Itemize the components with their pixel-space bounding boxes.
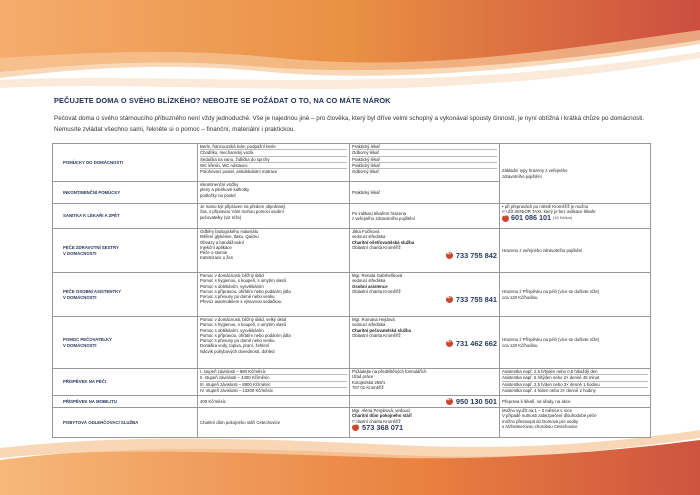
table-row-mobilita [53, 396, 651, 408]
list-item: WC křeslo, WC nástavec [200, 163, 347, 169]
phone-pecovatelky [352, 340, 497, 347]
list-item: Charitní dům pokojného stáří Cetechovice [200, 419, 281, 425]
table-row-pomucky [53, 144, 651, 182]
list-item: Úřad práce [352, 374, 374, 380]
category-line: V DOMÁCNOSTI [63, 342, 97, 348]
note-line: • při přepravách po městě Kroměříž je možno [502, 204, 589, 209]
phone-icon [352, 424, 359, 431]
intro-paragraph: Pečovat doma o svého stárnoucího příbuzného není vždy jednoduché. Vše je najednou jiné – pro člověka, který byl dříve velmi schopný a vykonával spousty činností, je nyní obtížná i krátká chůze po domácnosti. Nemusíte zvládat všechno sami, řekněte si o pomoc – finanční, materiální i praktickou. [54, 115, 645, 133]
list-item: Berle, francouzská hole, podpažní berle [200, 144, 347, 150]
list-item: Oblastní charita Kroměříž [352, 288, 401, 294]
contacts-pomucky [350, 144, 500, 182]
list-item: Odborný lékař [352, 150, 497, 156]
category-pomucky: POMŮCKY DO DOMÁCNOSTI [53, 144, 198, 182]
shared-note-cell [500, 144, 651, 204]
phone-asistence [352, 296, 497, 303]
contacts-pece [350, 229, 500, 273]
list-item: Pomoc s oblékáním, vysvlékáním [200, 283, 264, 289]
list-item: Je nutno být připraven na předem objednaný [200, 204, 286, 209]
list-item: Péče o stomie [200, 250, 228, 256]
note-line: Přeprava k lékaři, na úřady, na akce [502, 398, 571, 404]
notes-pecovatelky [500, 317, 651, 369]
list-item: Polohovací postel, antidekubitní matrace [200, 169, 278, 175]
category-odlehcovaci: POBYTOVÁ ODLEHČOVACÍ SLUŽBA [53, 408, 198, 438]
items-inkontinence [198, 182, 350, 204]
category-asistence [53, 273, 198, 317]
list-item: Měření glykémie, tlaku, Quicku [200, 234, 259, 240]
table-row-pecovatelky [53, 317, 651, 369]
items-sanitka [198, 204, 350, 229]
price-unit: (15 Kč/km) [552, 215, 573, 221]
note-line: V případě nutnosti zabezpečení dlouhodobé péče [502, 413, 597, 419]
list-item: Pomoc s přípravou, ohřátím nebo podáním jídla [200, 332, 291, 338]
items-pece [198, 229, 350, 273]
list-item: z veřejného zdravotního pojištění [352, 216, 416, 221]
list-item: Pomoc s přípravou, ohřátím nebo podáním jídla [200, 288, 291, 294]
note-line: s Alzheimerovou chorobou Cetechovice [502, 423, 578, 429]
list-item: Pomoc s hygienou, s koupelí, s umytím vlasů [200, 322, 286, 328]
items-prispevek-pece [198, 369, 350, 396]
services-table [52, 143, 651, 438]
items-pecovatelky [198, 317, 350, 369]
list-item: Donáška vody, topiva, praní, žehlení [200, 343, 270, 349]
list-item: Pomoc s přesuny po domě nebo venku [200, 338, 275, 344]
phone-icon [446, 398, 453, 405]
list-item: II. stupeň závislosti – 4400 Kč/měsíc [200, 375, 347, 381]
phone-number: 573 368 071 [362, 422, 404, 432]
contacts-inkontinence [350, 182, 500, 204]
items-asistence [198, 273, 350, 317]
list-item: inkontinenční vložky [200, 182, 239, 187]
category-line: V DOMÁCNOSTI [63, 250, 97, 256]
list-item: I. stupeň závislosti – 880 Kč/měsíc [200, 369, 347, 375]
category-prispevek-pece: PŘÍSPĚVEK NA PÉČI [53, 369, 198, 396]
page-heading: PEČUJETE DOMA O SVÉHO BLÍZKÉHO? NEBOJTE SE POŽÁDAT O TO, NA CO MÁTE NÁROK [54, 96, 391, 105]
list-item: vedoucí střediska [352, 278, 386, 284]
phone-mobilita [352, 398, 497, 405]
phone-odlehcovaci [352, 424, 497, 431]
items-pomucky [198, 144, 350, 182]
list-item: Sedačka na vanu, židlička do sprchy [200, 157, 347, 163]
note-line: Asistentka např. 5 h/týden nebo 2× denně 45 minut [502, 375, 648, 381]
notes-sanitka [500, 204, 651, 229]
list-item: Chodítko, mechanický vozík [200, 150, 347, 156]
notes-pece [500, 229, 651, 273]
note-line: Asistentka např. 4 h/den nebo 3× denně 2 hodiny [502, 387, 596, 393]
list-item: Pomoc v domácnosti, běžný úklid, velký úklid [200, 317, 286, 322]
contacts-sanitka [350, 204, 500, 229]
category-line: V DOMÁCNOSTI [63, 294, 97, 300]
note-line: cca 120 Kč/hodinu [502, 294, 538, 300]
list-item: vedoucí střediska [352, 234, 386, 240]
list-item: pleny a plenkové kalhotky [200, 187, 250, 193]
category-line: PÉČE OSOBNÍ ASISTENTKY [63, 289, 122, 295]
list-item: Mgr. Romana Hejdová [352, 317, 395, 322]
list-item: Pomoc s oblékáním, vysvlékáním [200, 327, 264, 333]
list-item: vedoucí střediska [352, 322, 386, 328]
note-line: možno přestoupit do Domova pro osoby [502, 418, 579, 424]
list-item: Injekční aplikace [200, 244, 232, 250]
list-item: Nácvik pohybových dovedností, dohled [200, 348, 275, 354]
note-line: využít SENIOR TAXI, který je bez indikace lékaře [502, 209, 596, 215]
list-item: podložky na postel [200, 192, 236, 198]
note-line: Základní typy hrazeny z veřejného [502, 168, 568, 174]
list-item: Pomoc v domácnosti, běžný úklid [200, 273, 264, 278]
note-line: Asistentka např. 2,5 h/den nebo 3× denně 1 hodinu [502, 382, 648, 388]
note-line: Hrazeno z veřejného zdravotního pojištění [502, 247, 583, 253]
note-line: Hrazeno z Příspěvku na péči (více se dočtete níže) [502, 337, 600, 343]
list-item: Praktický lékař [352, 189, 380, 195]
note-line: cca 120 Kč/hodinu [502, 342, 538, 348]
phone-sanitka [502, 215, 648, 222]
note-line: Hrazeno z Příspěvku na péči (více se dočtete níže) [502, 289, 600, 295]
table-row-prispevek-pece [53, 369, 651, 396]
contacts-odlehcovaci [350, 408, 500, 438]
list-item: Odborný lékař [352, 169, 379, 175]
list-item: Praktický lékař [352, 157, 497, 163]
contacts-pecovatelky [350, 317, 500, 369]
contacts-mobilita [350, 396, 500, 408]
list-item: Katetrizace u žen [200, 255, 234, 261]
note-line: Možno využít na 1 – 3 měsíce v roce [502, 408, 572, 413]
list-item: Odběry biologického materiálu [200, 229, 259, 234]
amount-mobilita [198, 396, 350, 408]
category-line: POMOC PEČOVATELKY [63, 337, 113, 343]
notes-prispevek-pece [500, 369, 651, 396]
phone-number: 731 462 662 [455, 339, 497, 349]
category-pece [53, 229, 198, 273]
category-line: PÉČE ZDRAVOTNÍ SESTRY [63, 245, 119, 251]
phone-number: 950 130 501 [455, 396, 497, 406]
contacts-prispevek-pece [350, 369, 500, 396]
list-item: Mgr. Renata Gabrhelíková [352, 273, 403, 278]
category-inkontinence: INKONTINENČNÍ POMŮCKY [53, 182, 198, 204]
list-item: 767 01 Kroměříž [352, 384, 384, 390]
list-item: IV. stupeň závislosti – 13200 Kč/měsíc [200, 387, 274, 393]
table-row-sanitka [53, 204, 651, 229]
list-item: Jitka Fučíková [352, 229, 380, 234]
note-line: zdravotního pojištění [502, 173, 542, 179]
list-item: Pomoc s přesuny po domě nebo venku [200, 294, 275, 300]
list-item: Charitní ošetřovatelská služba [352, 239, 415, 245]
list-item: Mgr. Alena Pergleová, vedoucí [352, 408, 411, 413]
phone-icon [446, 252, 453, 259]
list-item: čas, s připravou Vám mohou pomoci osobní [200, 209, 284, 215]
list-item: Pomoc s hygienou, s koupelí, s umytím vlasů [200, 278, 286, 284]
table-row-asistence [53, 273, 651, 317]
notes-asistence [500, 273, 651, 317]
table-row-odlehcovaci [53, 408, 651, 438]
category-sanitka: SANITKA K LÉKAŘI A ZPĚT [53, 204, 198, 229]
phone-pece [352, 252, 497, 259]
list-item: Praktický lékař [352, 163, 497, 169]
list-item: Obvazy a bandážování [200, 239, 244, 245]
notes-mobilita [500, 396, 651, 408]
list-item: 400 Kč/měsíc [200, 398, 227, 404]
contacts-asistence [350, 273, 500, 317]
list-item: Oblastní charita Kroměříž [352, 418, 401, 424]
notes-odlehcovaci [500, 408, 651, 438]
phone-icon [446, 340, 453, 347]
item-odlehcovaci [198, 408, 350, 438]
phone-number: 733 755 842 [455, 251, 497, 261]
list-item: Kotojedská 269/1 [352, 379, 386, 385]
list-item: pečovatelky (viz níže) [200, 214, 242, 220]
list-item: Převoz automobilem s výsuvnou sedačkou [200, 299, 282, 305]
list-item: Oblastní charita Kroměříž [352, 244, 401, 250]
phone-number: 601 086 101 [511, 213, 551, 223]
phone-icon [446, 296, 453, 303]
list-item: Osobní asistence [352, 283, 388, 289]
note-line: Asistentka např. 2,5 h/týden nebo 0,5 h/každý den [502, 369, 648, 375]
phone-number: 733 755 841 [455, 295, 497, 305]
list-item: Charitní dům pokojného stáří [352, 413, 412, 419]
phone-icon [502, 215, 509, 222]
list-item: III. stupeň závislosti – 8800 Kč/měsíc [200, 382, 347, 388]
table-row-pece [53, 229, 651, 273]
category-mobilita: PŘÍSPĚVEK NA MOBILITU [53, 396, 198, 408]
list-item: Charitní pečovatelská služba [352, 327, 411, 333]
category-pecovatelky [53, 317, 198, 369]
list-item: Po indikaci lékařem hrazena [352, 210, 406, 216]
list-item: Požádejte na předtištěných formulářích [352, 369, 427, 374]
list-item: Praktický lékař [352, 144, 497, 150]
list-item: Oblastní charita Kroměříž [352, 332, 401, 338]
